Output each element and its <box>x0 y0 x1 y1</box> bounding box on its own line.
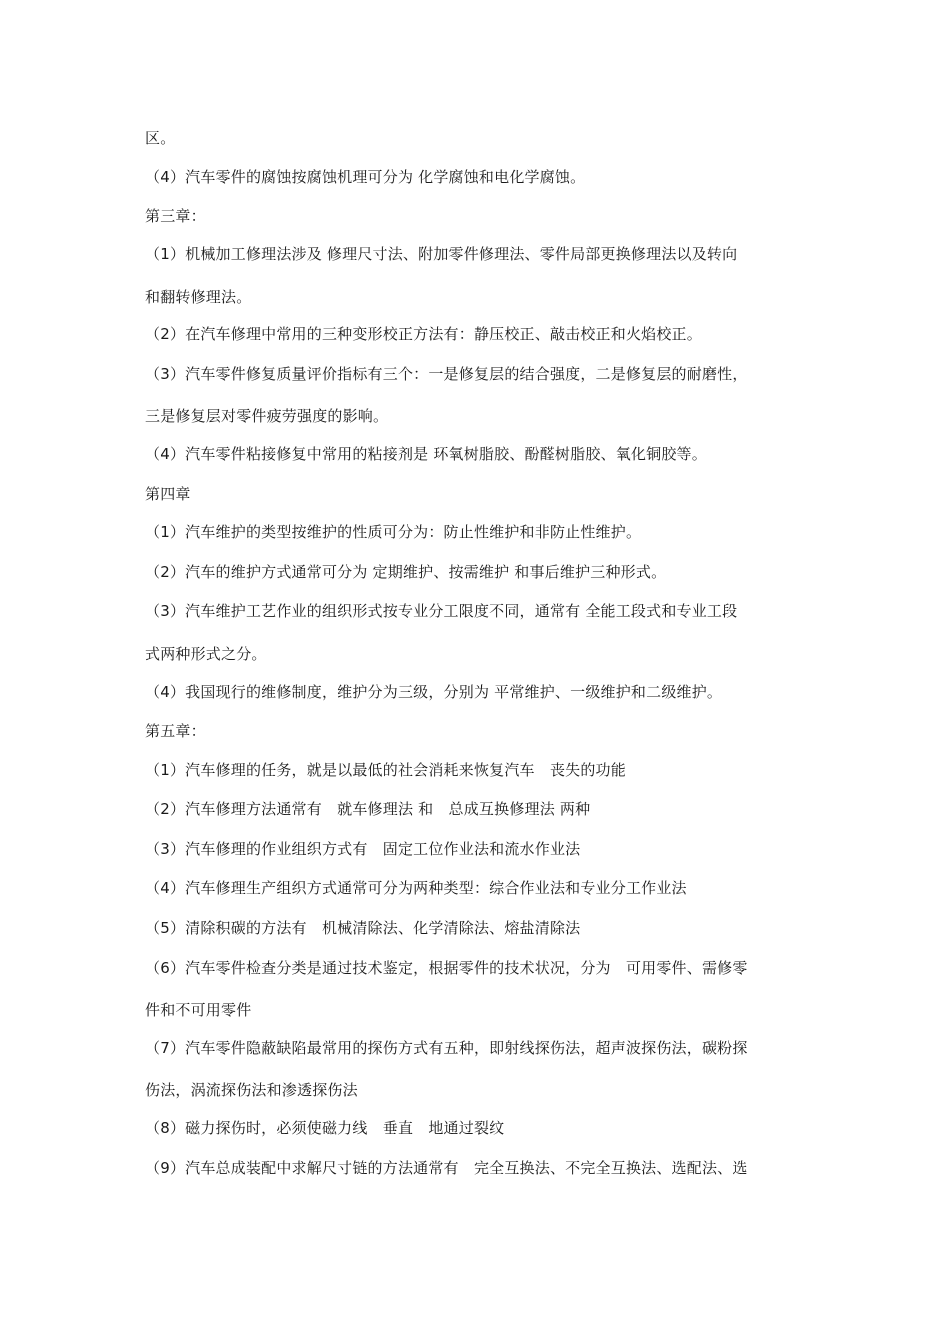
text-line: （5）清除积碳的方法有 机械清除法、化学清除法、熔盐清除法 <box>145 919 581 937</box>
text-line: 件和不可用零件 <box>145 1001 252 1019</box>
text-line: 三是修复层对零件疲劳强度的影响。 <box>145 407 389 425</box>
chapter-heading: 第四章 <box>145 485 191 503</box>
text-line: （3）汽车零件修复质量评价指标有三个：一是修复层的结合强度，二是修复层的耐磨性， <box>145 365 748 383</box>
chapter-heading: 第三章： <box>145 207 206 225</box>
text-line: （2）汽车的维护方式通常可分为 定期维护、按需维护 和事后维护三种形式。 <box>145 563 667 581</box>
text-line: 区。 <box>145 129 176 147</box>
text-line: （3）汽车修理的作业组织方式有 固定工位作业法和流水作业法 <box>145 840 581 858</box>
text-line: （8）磁力探伤时，必须使磁力线 垂直 地通过裂纹 <box>145 1119 505 1137</box>
text-line: （1）汽车修理的任务，就是以最低的社会消耗来恢复汽车 丧失的功能 <box>145 761 626 779</box>
text-line: （3）汽车维护工艺作业的组织形式按专业分工限度不同，通常有 全能工段式和专业工段 <box>145 602 738 620</box>
text-line: 式两种形式之分。 <box>145 645 267 663</box>
text-line: 和翻转修理法。 <box>145 288 252 306</box>
text-line: （7）汽车零件隐蔽缺陷最常用的探伤方式有五种，即射线探伤法，超声波探伤法，碳粉探 <box>145 1039 748 1057</box>
text-line: （4）汽车修理生产组织方式通常可分为两种类型：综合作业法和专业分工作业法 <box>145 879 687 897</box>
text-line: 伤法，涡流探伤法和渗透探伤法 <box>145 1081 358 1099</box>
text-line: （9）汽车总成装配中求解尺寸链的方法通常有 完全互换法、不完全互换法、选配法、选 <box>145 1159 748 1177</box>
text-line: （1）机械加工修理法涉及 修理尺寸法、附加零件修理法、零件局部更换修理法以及转向 <box>145 245 738 263</box>
chapter-heading: 第五章： <box>145 722 206 740</box>
text-line: （4）我国现行的维修制度，维护分为三级，分别为 平常维护、一级维护和二级维护。 <box>145 683 723 701</box>
text-line: （2）汽车修理方法通常有 就车修理法 和 总成互换修理法 两种 <box>145 800 591 818</box>
text-line: （4）汽车零件的腐蚀按腐蚀机理可分为 化学腐蚀和电化学腐蚀。 <box>145 168 586 186</box>
text-line: （6）汽车零件检查分类是通过技术鉴定，根据零件的技术状况，分为 可用零件、需修零 <box>145 959 748 977</box>
text-line: （1）汽车维护的类型按维护的性质可分为：防止性维护和非防止性维护。 <box>145 523 642 541</box>
text-line: （2）在汽车修理中常用的三种变形校正方法有：静压校正、敲击校正和火焰校正。 <box>145 325 702 343</box>
text-line: （4）汽车零件粘接修复中常用的粘接剂是 环氧树脂胶、酚醛树脂胶、氧化铜胶等。 <box>145 445 707 463</box>
